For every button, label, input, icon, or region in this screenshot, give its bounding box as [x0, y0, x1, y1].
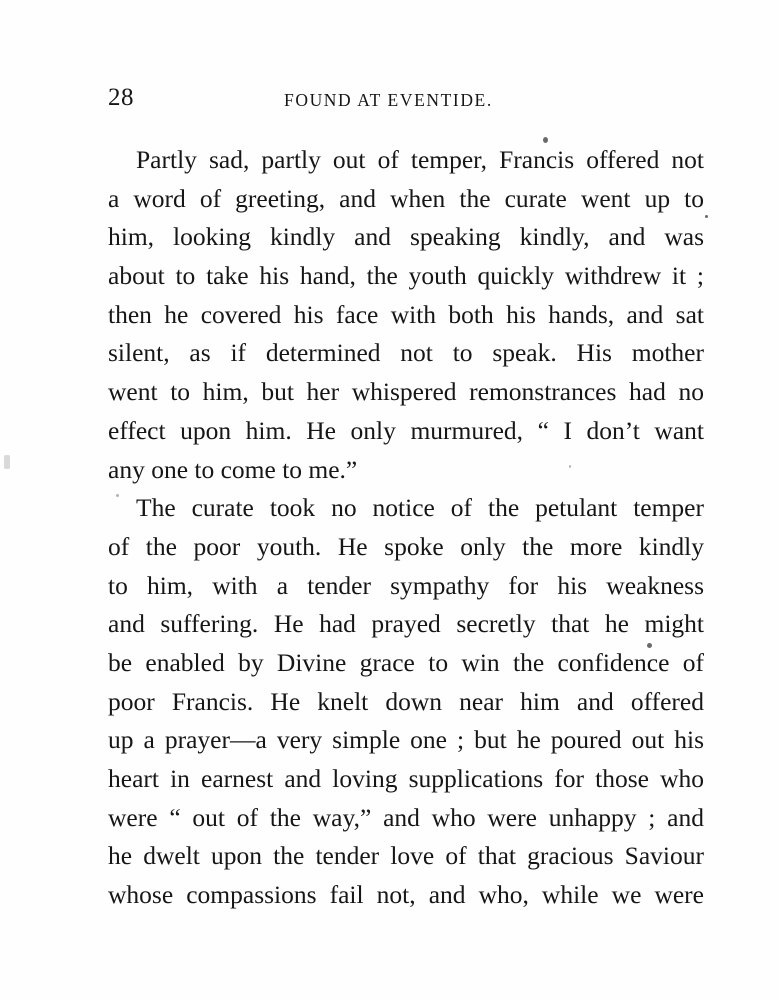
text-line: Partly sad, partly out of temper, Francis offered not	[136, 145, 704, 174]
text-line: him, looking kindly and speaking kindly, and was	[108, 222, 704, 252]
scan-speck	[705, 215, 708, 218]
text-line: were “ out of the way,” and who were unhappy ; and	[108, 802, 704, 832]
text-line: to him, with a tender sympathy for his weakness	[108, 570, 704, 600]
paragraph-1	[108, 141, 704, 489]
text-line: a word of greeting, and when the curate went up to	[108, 183, 704, 213]
text-line: up a prayer—a very simple one ; but he poured out his	[108, 725, 704, 755]
text-line: about to take his hand, the youth quickly withdrew it ;	[108, 261, 704, 291]
scan-speck	[4, 455, 10, 469]
text-line: heart in earnest and loving supplications for those who	[108, 764, 704, 793]
body-text	[108, 141, 704, 915]
scan-speck	[569, 465, 571, 468]
scan-speck	[116, 494, 119, 497]
text-line: any one to come to me.”	[108, 454, 358, 484]
running-title: FOUND AT EVENTIDE.	[284, 90, 493, 110]
text-line: then he covered his face with both his hands, and sat	[108, 299, 704, 329]
text-line: silent, as if determined not to speak. His mother	[108, 338, 704, 368]
text-line: of the poor youth. He spoke only the more kindly	[108, 531, 704, 561]
text-line: and suffering. He had prayed secretly that he might	[108, 609, 704, 639]
page-number: 28	[108, 84, 134, 111]
text-line: The curate took no notice of the petulant temper	[136, 493, 704, 523]
text-line: he dwelt upon the tender love of that gracious Saviour	[108, 841, 704, 871]
text-line: poor Francis. He knelt down near him and offered	[108, 686, 704, 716]
scan-speck	[543, 137, 548, 143]
text-line: be enabled by Divine grace to win the confidence of	[108, 647, 704, 677]
paragraph-2	[108, 489, 704, 915]
text-line: effect upon him. He only murmured, “ I don’t want	[108, 415, 704, 445]
text-line: went to him, but her whispered remonstrances had no	[108, 377, 704, 407]
scan-speck	[647, 643, 652, 648]
text-line: whose compassions fail not, and who, while we were	[108, 880, 704, 910]
running-head	[108, 84, 708, 120]
